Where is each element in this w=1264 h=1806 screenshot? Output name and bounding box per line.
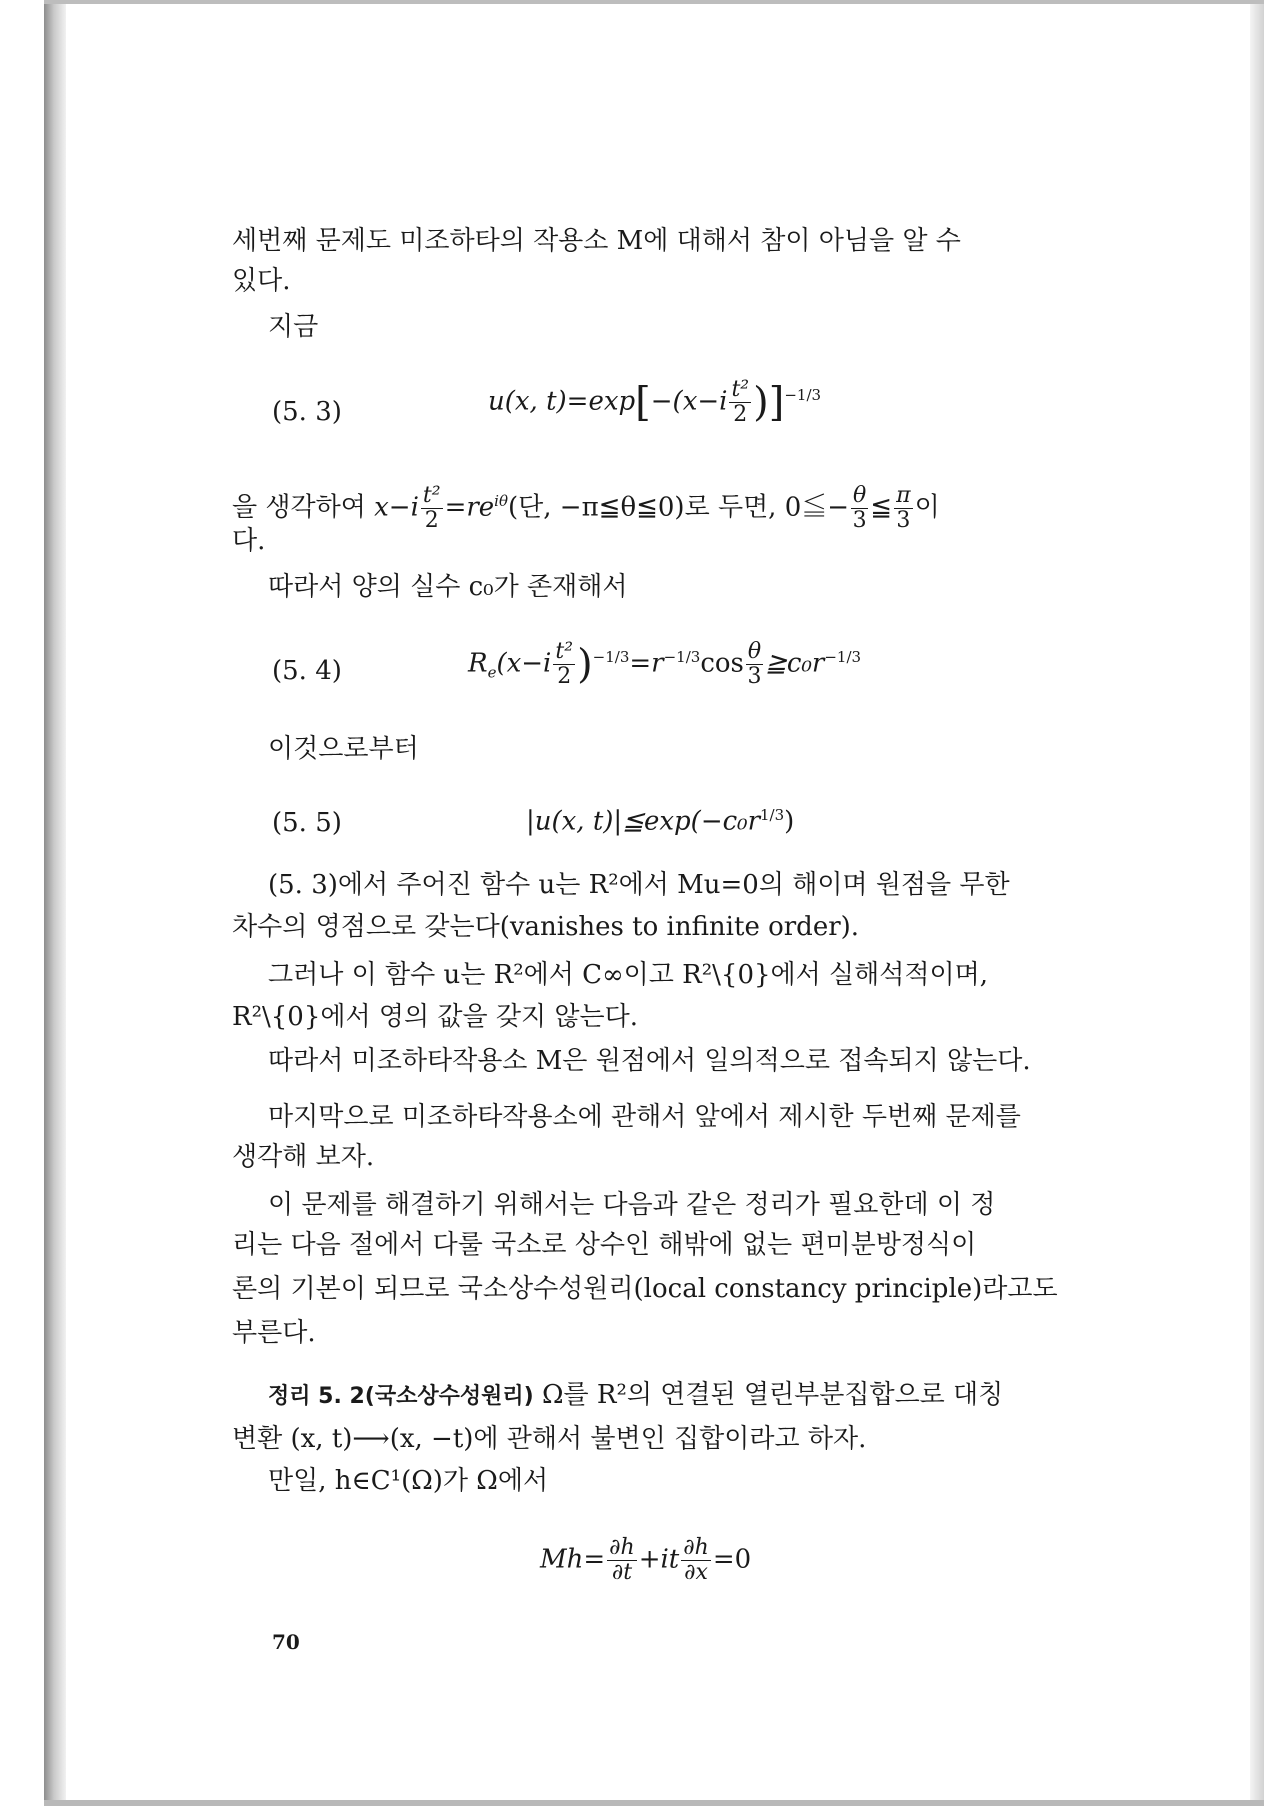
p3-theta-den: 3 bbox=[852, 508, 867, 534]
paragraph-3-line-1 bbox=[232, 484, 940, 533]
eq54-rhs: ≧c₀r bbox=[765, 648, 825, 679]
paragraph-1-line-1: 세번째 문제도 미조하타의 작용소 M에 대해서 참이 아님을 알 수 bbox=[232, 226, 961, 256]
eq53-frac-num: t² bbox=[731, 377, 750, 402]
paragraph-9-line-2: 생각해 보자. bbox=[232, 1142, 375, 1172]
p3-pi-num: π bbox=[896, 483, 911, 509]
eq54-theta-num: θ bbox=[747, 639, 762, 664]
p3-rhs-exp: iθ bbox=[494, 492, 508, 510]
paragraph-9-line-1: 마지막으로 미조하타작용소에 관해서 앞에서 제시한 두번째 문제를 bbox=[268, 1102, 1021, 1132]
theorem-line-1 bbox=[268, 1378, 1003, 1414]
eq54-theta-fraction bbox=[746, 640, 763, 689]
eq54-cos: cos bbox=[700, 648, 744, 679]
equation-5-3 bbox=[488, 378, 821, 427]
equation-5-3-label: (5. 3) bbox=[272, 397, 342, 427]
eq54-mid: =r bbox=[629, 648, 664, 679]
page-bottom-edge bbox=[44, 1800, 1264, 1806]
eq53-fraction bbox=[729, 378, 751, 427]
paragraph-2: 지금 bbox=[268, 312, 319, 342]
paragraph-8: 따라서 미조하타작용소 M은 원점에서 일의적으로 접속되지 않는다. bbox=[268, 1046, 1031, 1076]
paragraph-10-line-2: 리는 다음 절에서 다룰 국소로 상수인 해밖에 없는 편미분방정식이 bbox=[232, 1230, 977, 1260]
paragraph-7-line-2: R²\{0}에서 영의 값을 갖지 않는다. bbox=[232, 1002, 638, 1032]
p3-pi-den: 3 bbox=[896, 508, 911, 534]
paragraph-10-line-3: 론의 기본이 되므로 국소상수성원리(local constancy principle)라고도 bbox=[232, 1274, 1058, 1304]
eq54-lhs: R bbox=[468, 648, 488, 679]
eq53-frac-den: 2 bbox=[733, 402, 748, 427]
page-number: 70 bbox=[272, 1630, 300, 1654]
mh-mid: +it bbox=[638, 1544, 680, 1575]
eq54-mid-exp: −1/3 bbox=[663, 647, 701, 666]
p3-text-start: 을 생각하여 bbox=[232, 492, 366, 523]
theorem-line-3: 만일, h∈C¹(Ω)가 Ω에서 bbox=[268, 1466, 549, 1496]
mh-fraction-2 bbox=[681, 1536, 711, 1585]
paragraph-10-line-1: 이 문제를 해결하기 위해서는 다음과 같은 정리가 필요한데 이 정 bbox=[268, 1190, 996, 1220]
eq54-paren-close: ) bbox=[577, 641, 593, 688]
p3-pi-fraction bbox=[894, 484, 912, 533]
eq53-exponent: −1/3 bbox=[784, 385, 822, 404]
page-binding-shadow bbox=[44, 4, 66, 1800]
p3-fraction bbox=[421, 484, 443, 533]
equation-5-5-label: (5. 5) bbox=[272, 808, 342, 838]
paragraph-4: 따라서 양의 실수 c₀가 존재해서 bbox=[268, 572, 628, 602]
theorem-title: 정리 5. 2(국소상수성원리) bbox=[268, 1384, 534, 1409]
eq54-rhs-exp: −1/3 bbox=[824, 647, 862, 666]
mh-frac1-den: ∂t bbox=[611, 1560, 633, 1585]
eq54-frac-num: t² bbox=[555, 639, 574, 664]
eq54-sub: e bbox=[487, 663, 497, 682]
eq55-body: |u(x, t)|≦exp(−c₀r bbox=[526, 806, 761, 837]
mh-lhs: Mh= bbox=[540, 1544, 606, 1575]
p3-text-mid: (단, −π≦θ≦0)로 두면, 0≦− bbox=[508, 492, 850, 523]
page-right-edge bbox=[1250, 4, 1264, 1800]
paragraph-1-line-2: 있다. bbox=[232, 266, 291, 296]
eq54-theta-den: 3 bbox=[747, 664, 762, 689]
p3-frac-num: t² bbox=[422, 483, 441, 509]
eq54-frac-den: 2 bbox=[557, 664, 572, 689]
paragraph-7-line-1: 그러나 이 함수 u는 R²에서 C∞이고 R²\{0}에서 실해석적이며, bbox=[268, 960, 989, 990]
equation-5-4 bbox=[468, 640, 861, 689]
paragraph-6-line-2: 차수의 영점으로 갖는다(vanishes to infinite order). bbox=[232, 912, 860, 942]
eq53-inner: −(x−i bbox=[650, 386, 728, 417]
p3-text-end: 이 bbox=[914, 492, 940, 523]
p3-frac-den: 2 bbox=[424, 508, 439, 534]
mh-frac2-num: ∂h bbox=[683, 1535, 709, 1560]
paragraph-3-line-2: 다. bbox=[232, 526, 266, 556]
p3-le: ≦ bbox=[870, 492, 893, 523]
theorem-statement: Ω를 R²의 연결된 열린부분집합으로 대칭 bbox=[541, 1380, 1004, 1410]
eq55-exp: 1/3 bbox=[760, 806, 785, 824]
eq55-close: ) bbox=[784, 806, 795, 837]
paragraph-5: 이것으로부터 bbox=[268, 734, 419, 764]
paragraph-6-line-1: (5. 3)에서 주어진 함수 u는 R²에서 Mu=0의 해이며 원점을 무한 bbox=[268, 870, 1010, 900]
mh-rhs: =0 bbox=[712, 1544, 752, 1575]
eq53-bracket-open: [ bbox=[635, 379, 651, 426]
mh-frac2-den: ∂x bbox=[684, 1560, 708, 1585]
eq54-fraction bbox=[553, 640, 575, 689]
theorem-line-2: 변환 (x, t)⟶(x, −t)에 관해서 불변인 집합이라고 하자. bbox=[232, 1424, 867, 1454]
equation-mh bbox=[540, 1536, 751, 1585]
paragraph-10-line-4: 부른다. bbox=[232, 1318, 316, 1348]
eq54-inner: (x−i bbox=[496, 648, 552, 679]
eq53-paren-close: )] bbox=[753, 379, 785, 426]
p3-theta-num: θ bbox=[853, 483, 867, 509]
mh-frac1-num: ∂h bbox=[609, 1535, 635, 1560]
equation-5-4-label: (5. 4) bbox=[272, 656, 342, 686]
mh-fraction-1 bbox=[607, 1536, 637, 1585]
eq54-exp: −1/3 bbox=[592, 647, 630, 666]
equation-5-5 bbox=[526, 806, 794, 837]
eq53-lhs: u(x, t)=exp bbox=[488, 386, 636, 417]
p3-rhs: =re bbox=[444, 492, 495, 523]
p3-expr: x−i bbox=[374, 492, 419, 523]
p3-theta-fraction bbox=[851, 484, 868, 533]
